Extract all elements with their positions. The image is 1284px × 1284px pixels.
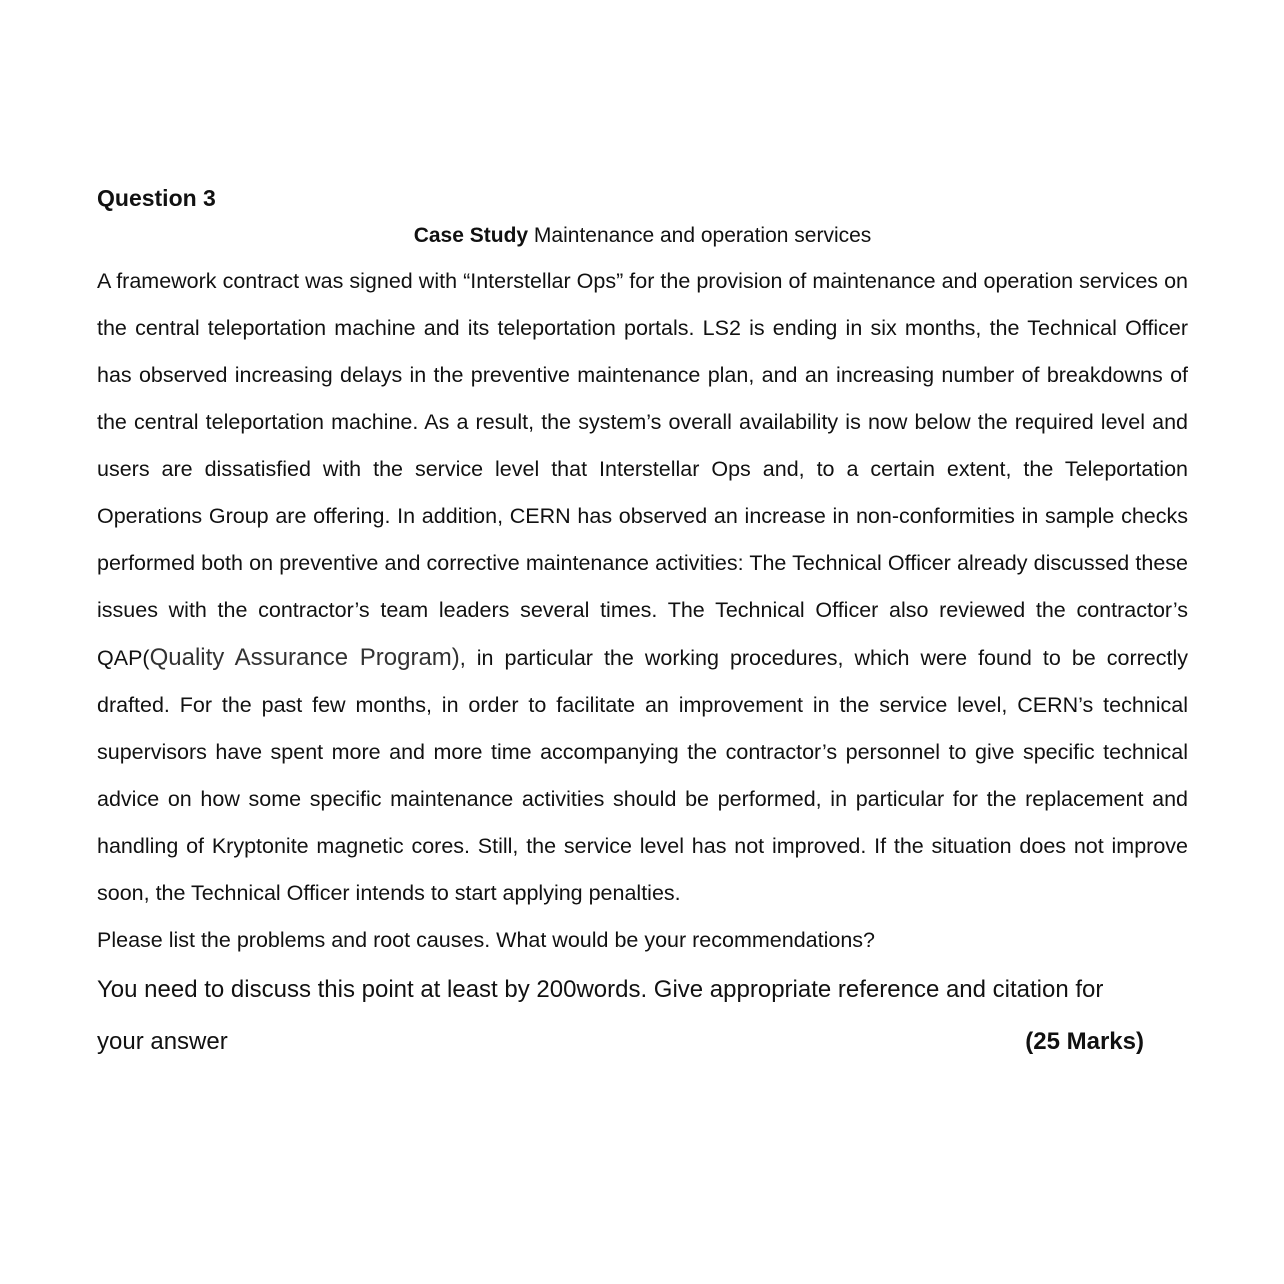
paragraph-part-1: A framework contract was signed with “Interstellar Ops” for the provision of maintenance and operation services on the central teleportation machine and its teleportation portals. LS2 is ending in six months, the Technical Officer has observed increasing delays in the preventive maintenance plan, and an increasing number of breakdowns of the central teleportation machine. As a result, the system’s overall availability is now below the required level and users are dissatisfied with the service level that Interstellar Ops and, to a certain extent, the Teleportation Operations Group are offering. In addition, CERN has observed an increase in non-conformities in sample checks performed both on preventive and corrective maintenance activities: The Technical Officer already discussed these issues with the contractor’s team leaders several times. The Technical Officer also reviewed the contractor’s QAP(	[97, 269, 1188, 670]
qap-expansion: Quality Assurance Program)	[149, 644, 460, 671]
case-study-subtitle: Maintenance and operation services	[533, 224, 872, 247]
instruction-line-2: your answer	[97, 1028, 228, 1055]
question-prompt: Please list the problems and root causes. What would be your recommendations?	[97, 928, 875, 952]
paragraph-part-2: , in particular the working procedures, which were found to be correctly drafted. For the past few months, in order to facilitate an improvement in the service level, CERN’s technical supervisors have spent more and more time accompanying the contractor’s personnel to give specific technical advice on how some specific maintenance activities should be performed, in particular for the replacement and handling of Kryptonite magnetic cores. Still, the service level has not improved. If the situation does not improve soon, the Technical Officer intends to start applying penalties.	[97, 646, 1188, 905]
case-study-paragraph	[97, 258, 1188, 917]
case-study-heading	[97, 218, 1188, 254]
question-page	[97, 178, 1188, 1068]
instruction-line-1: You need to discuss this point at least by 200words. Give appropriate reference and citation for	[97, 976, 1104, 1003]
marks-label: (25 Marks)	[1025, 1028, 1144, 1055]
question-title: Question 3	[97, 185, 216, 211]
instruction-line-2-row	[97, 1016, 1188, 1068]
case-study-label: Case Study	[413, 224, 529, 247]
